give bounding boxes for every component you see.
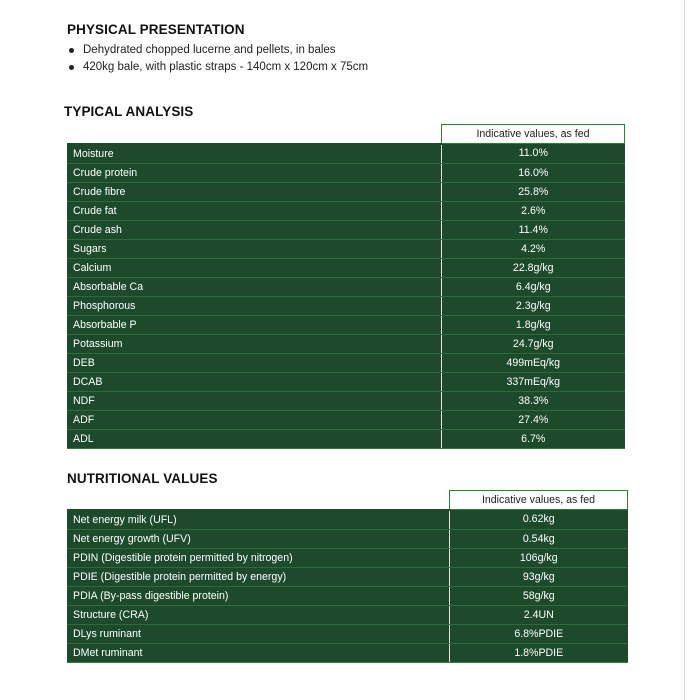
row-value: 93g/kg bbox=[450, 567, 628, 586]
nutritional-values-title: NUTRITIONAL VALUES bbox=[67, 471, 218, 486]
table-row bbox=[68, 144, 625, 164]
row-value: 6.4g/kg bbox=[442, 277, 625, 296]
row-label: Moisture bbox=[68, 144, 442, 164]
row-value: 0.62kg bbox=[450, 510, 628, 530]
row-label: Calcium bbox=[68, 258, 442, 277]
row-value: 38.3% bbox=[442, 391, 625, 410]
row-value: 27.4% bbox=[442, 410, 625, 429]
row-label: DEB bbox=[68, 353, 442, 372]
row-value: 1.8%PDIE bbox=[450, 643, 628, 662]
row-label: Net energy growth (UFV) bbox=[68, 529, 450, 548]
table-row bbox=[68, 510, 628, 530]
table-row bbox=[68, 315, 625, 334]
row-label: PDIE (Digestible protein permitted by energy) bbox=[68, 567, 450, 586]
row-value: 0.54kg bbox=[450, 529, 628, 548]
table-row bbox=[68, 277, 625, 296]
table-row bbox=[68, 334, 625, 353]
row-label: Absorbable P bbox=[68, 315, 442, 334]
row-value: 2.4UN bbox=[450, 605, 628, 624]
row-label: Crude ash bbox=[68, 220, 442, 239]
table-header-row bbox=[68, 491, 628, 510]
row-value: 6.7% bbox=[442, 429, 625, 448]
header-spacer bbox=[68, 125, 442, 144]
row-value: 1.8g/kg bbox=[442, 315, 625, 334]
table-row bbox=[68, 429, 625, 448]
row-label: Structure (CRA) bbox=[68, 605, 450, 624]
table-header-row bbox=[68, 125, 625, 144]
row-label: DLys ruminant bbox=[68, 624, 450, 643]
table-row bbox=[68, 624, 628, 643]
row-label: Potassium bbox=[68, 334, 442, 353]
table-row bbox=[68, 643, 628, 662]
row-value: 2.6% bbox=[442, 201, 625, 220]
row-value: 58g/kg bbox=[450, 586, 628, 605]
row-value: 16.0% bbox=[442, 163, 625, 182]
row-value: 6.8%PDIE bbox=[450, 624, 628, 643]
row-label: ADF bbox=[68, 410, 442, 429]
column-header: Indicative values, as fed bbox=[442, 125, 625, 144]
table-row bbox=[68, 258, 625, 277]
table-row bbox=[68, 201, 625, 220]
row-value: 11.4% bbox=[442, 220, 625, 239]
row-value: 4.2% bbox=[442, 239, 625, 258]
row-value: 499mEq/kg bbox=[442, 353, 625, 372]
table-row bbox=[68, 567, 628, 586]
table-row bbox=[68, 529, 628, 548]
physical-presentation-title: PHYSICAL PRESENTATION bbox=[67, 22, 245, 37]
table-row bbox=[68, 586, 628, 605]
row-label: PDIN (Digestible protein permitted by nitrogen) bbox=[68, 548, 450, 567]
nutritional-values-table bbox=[67, 490, 628, 663]
row-label: Crude protein bbox=[68, 163, 442, 182]
page-edge-divider bbox=[684, 0, 685, 700]
table-row bbox=[68, 353, 625, 372]
row-value: 106g/kg bbox=[450, 548, 628, 567]
typical-analysis-title: TYPICAL ANALYSIS bbox=[64, 104, 194, 119]
physical-presentation-list bbox=[68, 42, 368, 76]
list-item: 420kg bale, with plastic straps - 140cm x 120cm x 75cm bbox=[68, 59, 368, 76]
typical-analysis-table bbox=[67, 124, 625, 449]
table-row bbox=[68, 239, 625, 258]
table-row bbox=[68, 548, 628, 567]
row-label: Crude fibre bbox=[68, 182, 442, 201]
row-label: DCAB bbox=[68, 372, 442, 391]
row-label: Sugars bbox=[68, 239, 442, 258]
table-row bbox=[68, 296, 625, 315]
row-label: Phosphorous bbox=[68, 296, 442, 315]
row-label: Absorbable Ca bbox=[68, 277, 442, 296]
row-label: DMet ruminant bbox=[68, 643, 450, 662]
row-value: 2.3g/kg bbox=[442, 296, 625, 315]
table-row bbox=[68, 163, 625, 182]
row-value: 25.8% bbox=[442, 182, 625, 201]
table-row bbox=[68, 391, 625, 410]
row-value: 24.7g/kg bbox=[442, 334, 625, 353]
row-label: Crude fat bbox=[68, 201, 442, 220]
table-row bbox=[68, 372, 625, 391]
header-spacer bbox=[68, 491, 450, 510]
row-value: 22.8g/kg bbox=[442, 258, 625, 277]
table-row bbox=[68, 182, 625, 201]
row-label: PDIA (By-pass digestible protein) bbox=[68, 586, 450, 605]
row-label: ADL bbox=[68, 429, 442, 448]
row-value: 11.0% bbox=[442, 144, 625, 164]
table-row bbox=[68, 605, 628, 624]
table-row bbox=[68, 220, 625, 239]
column-header: Indicative values, as fed bbox=[450, 491, 628, 510]
row-label: NDF bbox=[68, 391, 442, 410]
list-item: Dehydrated chopped lucerne and pellets, in bales bbox=[68, 42, 368, 59]
row-value: 337mEq/kg bbox=[442, 372, 625, 391]
table-row bbox=[68, 410, 625, 429]
row-label: Net energy milk (UFL) bbox=[68, 510, 450, 530]
